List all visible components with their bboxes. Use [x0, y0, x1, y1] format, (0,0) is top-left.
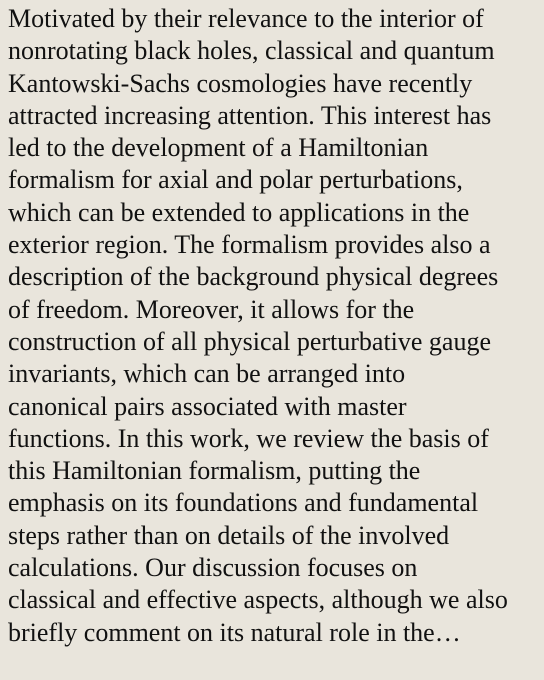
abstract-line: nonrotating black holes, classical and quantum	[8, 36, 495, 66]
abstract-line: of freedom. Moreover, it allows for the	[8, 294, 415, 324]
abstract-line: functions. In this work, we review the basis of	[8, 423, 489, 453]
abstract-line: attracted increasing attention. This interest has	[8, 100, 492, 130]
abstract-line: this Hamiltonian formalism, putting the	[8, 456, 421, 486]
abstract-line: Motivated by their relevance to the interior of	[8, 4, 484, 33]
abstract-line: Kantowski-Sachs cosmologies have recently	[8, 68, 473, 98]
abstract-line: emphasis on its foundations and fundamental	[8, 488, 479, 518]
abstract-line: which can be extended to applications in the	[8, 197, 470, 227]
abstract-line: steps rather than on details of the involved	[8, 520, 450, 550]
abstract-line: construction of all physical perturbative gauge	[8, 326, 492, 356]
abstract-line: formalism for axial and polar perturbations,	[8, 165, 463, 195]
abstract-line: description of the background physical degrees	[8, 262, 499, 292]
abstract-text	[8, 3, 544, 649]
abstract-line: briefly comment on its natural role in the…	[8, 617, 461, 647]
abstract-line: calculations. Our discussion focuses on	[8, 553, 418, 583]
abstract-line: invariants, which can be arranged into	[8, 359, 406, 389]
abstract-line: canonical pairs associated with master	[8, 391, 407, 421]
abstract-line: led to the development of a Hamiltonian	[8, 133, 429, 163]
abstract-line: classical and effective aspects, although we also	[8, 585, 508, 615]
abstract-line: exterior region. The formalism provides also a	[8, 230, 491, 260]
